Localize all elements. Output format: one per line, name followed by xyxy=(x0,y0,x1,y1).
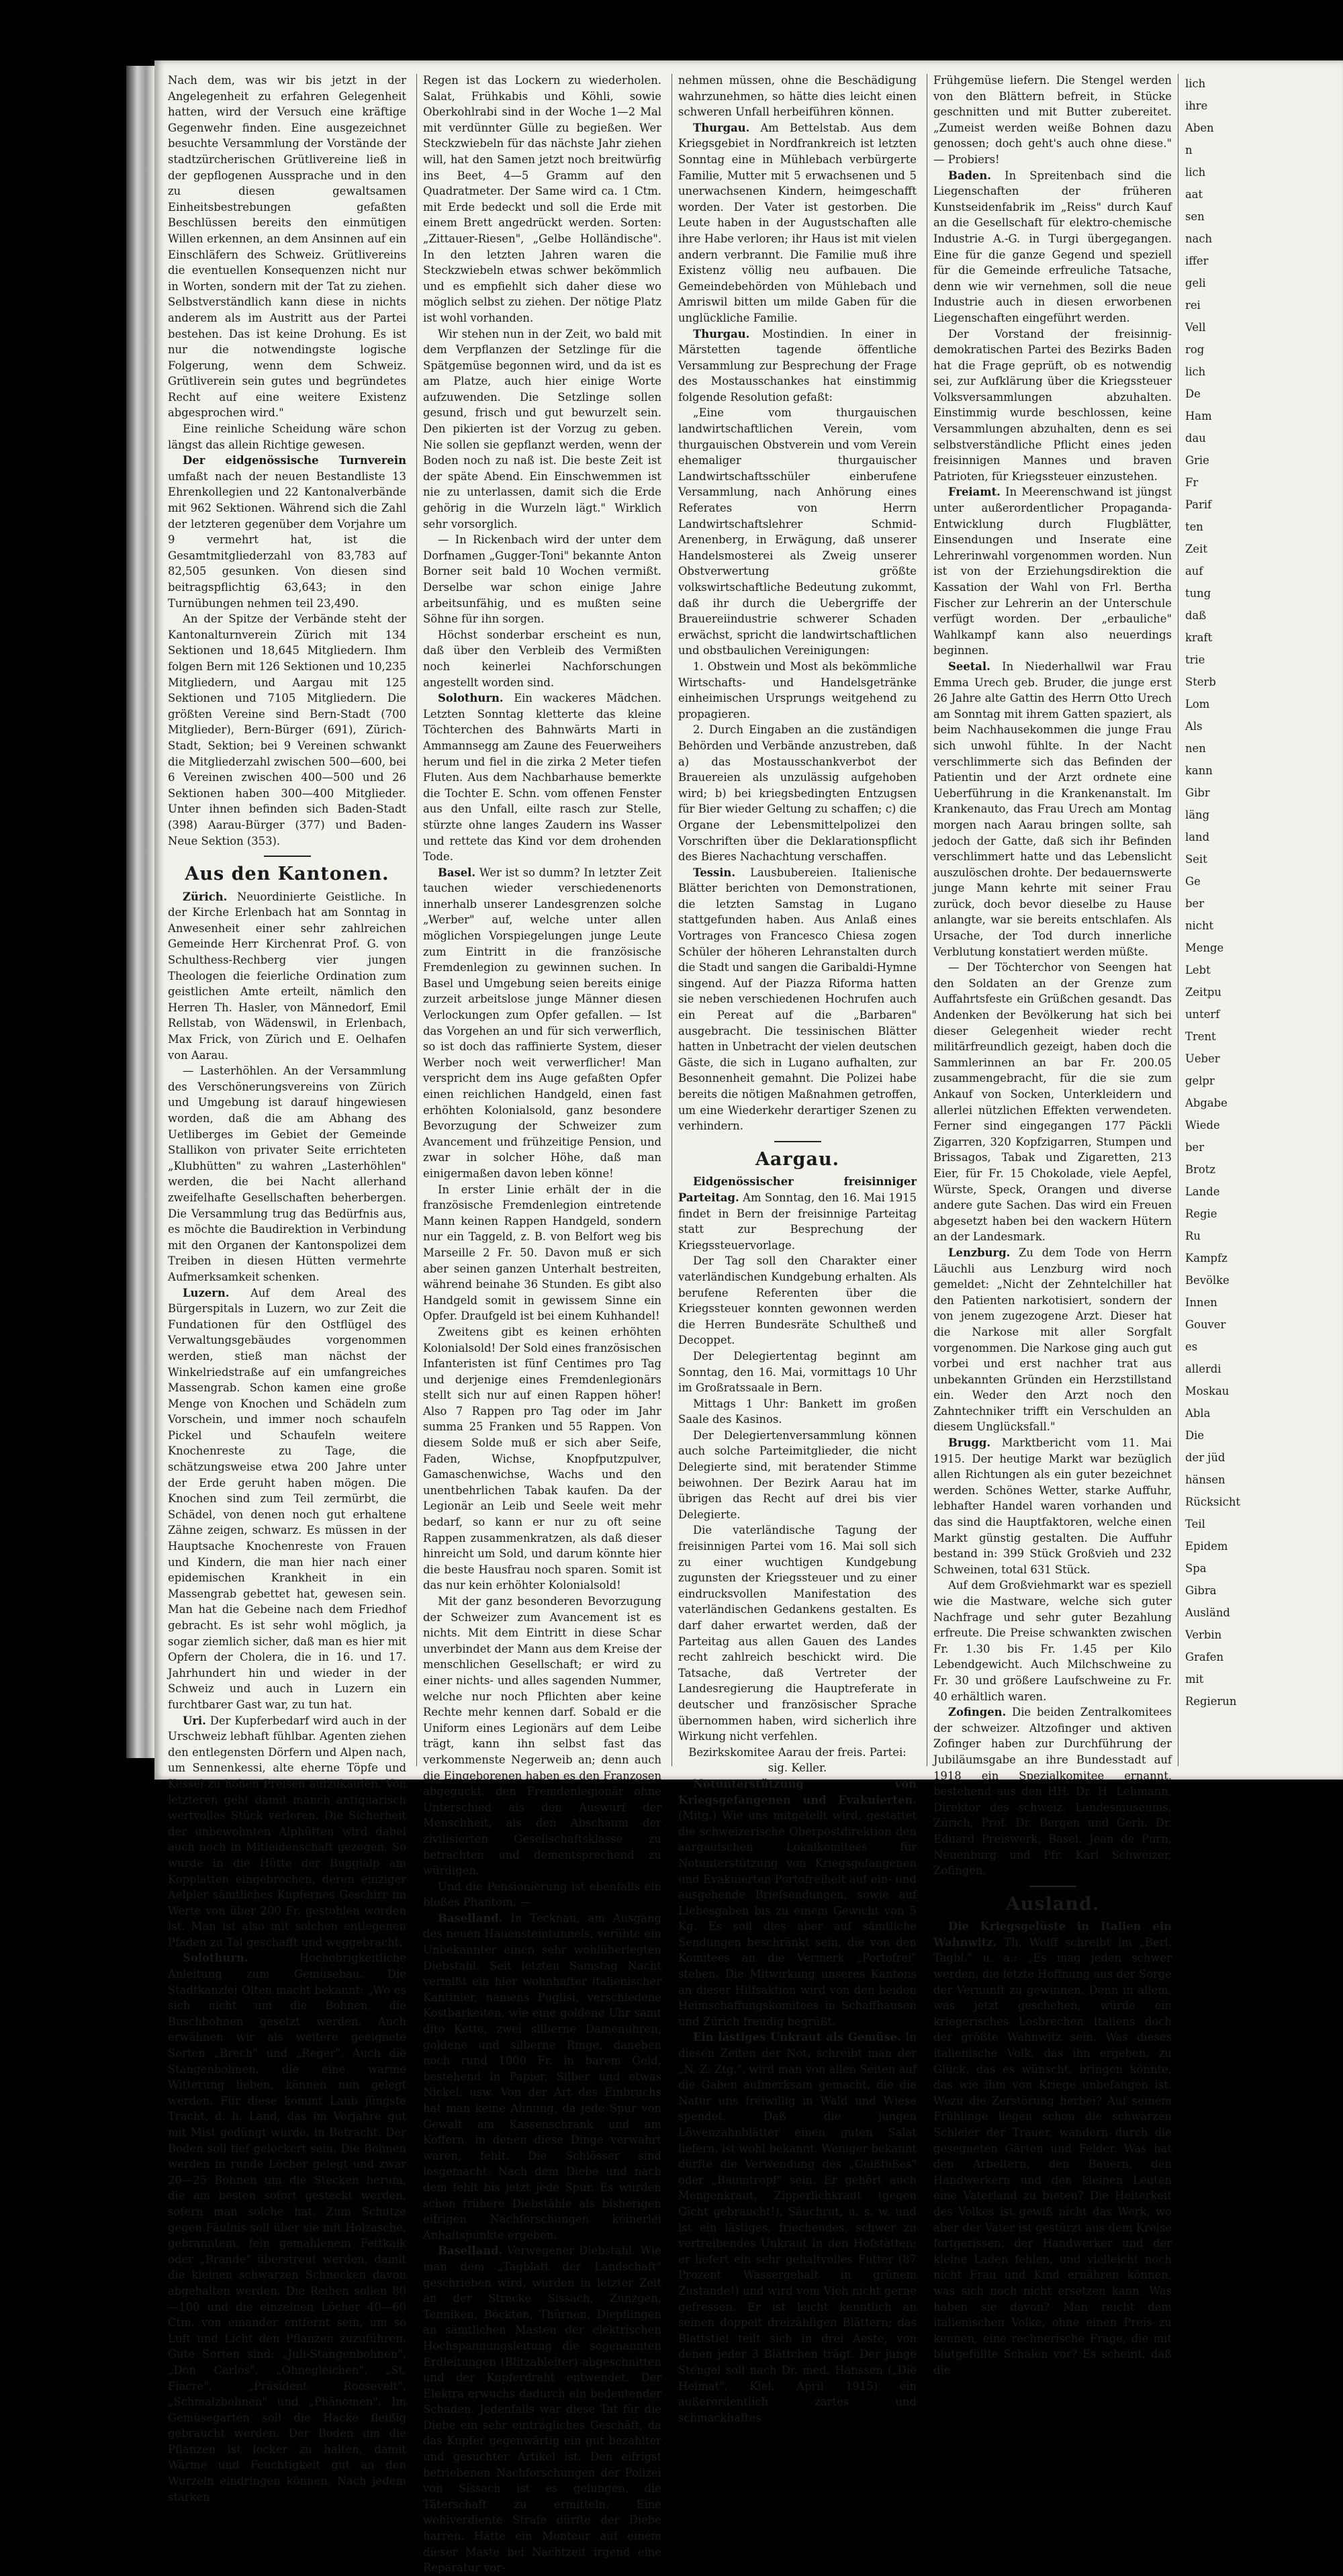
article-text: Auf dem Areal des Bürgerspitals in Luzern, wo zur Zeit die Fundationen für den Ostflügel des Verwaltungsgebäudes vorgenommen werden, stieß man nächst der Winkelriedstraße auf ein umfangreiches Massengrab. Schon kamen eine große Menge von Knochen und Schädeln zum Vorschein, und immer noch schaufeln Pickel und Schaufeln weitere Knochenreste zu Tage, die schätzungsweise etwa 200 Jahre unter der Erde geruht haben mögen. Die Knochen sind zum Teil zermürbt, die Schädel, von denen noch gut erhaltene Zähne zeigen, schwarz. Es müssen in der Hauptsache Knochenreste von Frauen und Kindern, die man hier nach einer epidemischen Krankheit in ein Massengrab gebettet hat, gewesen sein. Man hat die Gebeine nach dem Friedhof gebracht. Es ist sehr wohl möglich, ja sogar ziemlich sicher, daß man es hier mit Opfern der Cholera, die in 16. und 17. Jahrhundert hin und wieder in der Schweiz und auch in Luzern ein furchtbarer Gast war, zu tun hat. xyxy=(168,1286,406,1711)
article-lead: Notunterstützung von Kriegsgefangenen und Evakuierten. xyxy=(678,1777,917,1806)
article-paragraph xyxy=(678,722,917,864)
column-divider xyxy=(416,74,417,1766)
article-text: 1. Obstwein und Most als bekömmliche Wirtschafts- und Handelsgetränke einheimischen Ursprungs weitgehend zu propagieren. xyxy=(678,659,917,721)
edge-fragment: Moskau xyxy=(1185,1385,1230,1397)
edge-fragment: mit xyxy=(1185,1673,1204,1686)
article-paragraph xyxy=(933,1245,1172,1435)
edge-fragment: Bevölke xyxy=(1185,1274,1230,1287)
article-paragraph xyxy=(423,1324,661,1594)
article-lead: Lenzburg. xyxy=(948,1246,1011,1259)
article-text: Der Kupferbedarf wird auch in der Urschweiz lebhaft fühlbar. Agenten ziehen den entlegensten Dörfern und Alpen nach, um Sennenkessi, alte eherne Töpfe und Kessel zu hohen Preisen aufzukaufen. Von letzteren geht damit manch antiquarisch wertvolles Stück verloren. Die Sicherheit der unbewohnten Alphütten wird dabei auch noch in Mitleidenschaft gezogen. So wurde in die Hütte der Buggialp am Kopplatten eingebrochen, deren einziger Aelpler sämtliches Kupfernes Geschirr im Werte von über 200 Fr. gestohlen worden ist. Man ist also mit solchen entlegenen Pfaden zu Tal geschafft und weggebracht. xyxy=(168,1714,406,1949)
article-paragraph xyxy=(168,1285,406,1713)
article-text: Und die Pensionierung ist ebenfalls ein bloßes Phantom. — xyxy=(423,1880,661,1909)
edge-fragment: Verbin xyxy=(1185,1628,1222,1641)
article-text: Auf dem Großviehmarkt war es speziell wie die Mastware, welche sich guter Nachfrage und sehr guter Bezahlung erfreute. Die Preise schwankten zwischen Fr. 1.30 bis Fr. 1.45 per Kilo Lebendgewicht. Auch Milchschweine zu Fr. 30 und größere Laufschweine zu Fr. 40 erhältlich waren. xyxy=(933,1579,1172,1703)
article-lead: Zofingen. xyxy=(948,1706,1007,1719)
article-text: In Spreitenbach sind die Liegenschaften der früheren Kunstseidenfabrik im „Reiss" durch Kauf an die Gesellschaft für elektro-chemische Industrie A.-G. in Turgi übergegangen. Eine für die ganze Gegend und speziell für die Gemeinde erfreuliche Tatsache, denn wie wir vernehmen, soll die neue Industrie auch in diesen erworbenen Liegenschaften eingeführt werden. xyxy=(933,169,1172,324)
article-paragraph xyxy=(168,421,406,453)
article-text: In Meerenschwand ist jüngst unter außerordentlicher Propaganda-Entwicklung durch Flugblätter, Einsendungen und Inserate eine Lehrerinwahl vorgenommen worden. Nun ist von der Erziehungsdirektion die Kassation der Wahl von Frl. Bertha Fischer zur Lehrerin an der Unterschule verfügt worden. Der „erbauliche" Wahlkampf kann also neuerdings beginnen. xyxy=(933,486,1172,657)
article-paragraph xyxy=(423,690,661,865)
edge-fragment: Ru xyxy=(1185,1230,1201,1242)
article-lead: Thurgau. xyxy=(693,121,750,134)
edge-fragment: Abgabe xyxy=(1185,1097,1228,1109)
edge-fragment: hänsen xyxy=(1185,1473,1225,1486)
article-text: Frühgemüse liefern. Die Stengel werden von den Blättern befreit, in Stücke geschnitten und mit Butter zubereitet. „Zumeist werden weiße Bohnen dazu genossen; doch geht's auch ohne diese." — Probiers! xyxy=(933,74,1172,166)
article-text: Am Bettelstab. Aus dem Kriegsgebiet in Nordfrankreich ist letzten Sonntag eine in Mühlebach verbürgerte Familie, Mutter mit 5 erwachsenen und 5 unerwachsenen Kindern, heimgeschafft worden. Der Vater ist gestorben. Die Leute haben in der Augustschaften alle ihre Habe verloren; ihr Haus ist mit vielen andern verbrannt. Die Familie muß ihre Existenz völlig neu aufbauen. Die Gemeindebehörden von Mühlebach und Amriswil bitten um milde Gaben für die unglückliche Familie. xyxy=(678,121,917,324)
edge-fragment: n xyxy=(1185,144,1193,156)
article-text: Die vaterländische Tagung der freisinnigen Partei vom 16. Mai soll sich zu einer wuchtigen Kundgebung zugunsten der Kriegssteuer und zu einer eindrucksvollen Manifestation des vaterländischen Gedankens gestalten. Es darf daher erwartet werden, daß der Parteitag aus allen Gauen des Landes recht zahlreich beschickt wird. Die Tatsache, daß Vertreter der Landesregierung die Hauptreferate in deutscher und französischer Sprache übernommen haben, wird sicherlich ihre Wirkung nicht verfehlen. xyxy=(678,1524,917,1743)
edge-fragment: Grie xyxy=(1185,454,1209,467)
article-text: Mittags 1 Uhr: Bankett im großen Saale des Kasinos. xyxy=(678,1397,917,1426)
edge-fragment: nicht xyxy=(1185,919,1214,932)
article-paragraph xyxy=(933,659,1172,960)
article-text: Bezirkskomitee Aarau der freis. Partei: xyxy=(688,1745,907,1759)
section-heading: Ausland. xyxy=(1005,1893,1100,1915)
article-text: (Mitg.) Wie uns mitgeteilt wird, gestattet die schweizerische Oberpostdirektion den aargauischen Lokalkomitees für Notunterstützung von Kriegsgefangenen und Evakuierten Portofreiheit auf ein- und ausgehende Briefsendungen, sowie auf Liebesgaben bis zu einem Gewicht von 5 Kg. Es soll dies aber auf sämtliche Sendungen beschränkt sein, die von den Komitees an die Vermerk „Portofrei" stehen. Die Mitwirkung unseres Kantons an dieser Hilfsaktion wird von den beiden Heimschaffungskomitees in Schaffhausen und Zürich freudig begrüßt. xyxy=(678,1809,917,2028)
edge-fragment: kraft xyxy=(1185,631,1213,644)
edge-fragment: Seit xyxy=(1185,853,1207,866)
edge-fragment: Spa xyxy=(1185,1562,1207,1575)
article-lead: Uri. xyxy=(183,1714,206,1727)
right-page-edge-column xyxy=(1185,73,1240,1712)
edge-fragment: land xyxy=(1185,831,1210,843)
edge-fragment: Ham xyxy=(1185,410,1212,422)
article-text: Der Delegiertentag beginnt am Sonntag, den 16. Mai, vormittags 10 Uhr im Großratssaale in Bern. xyxy=(678,1349,917,1395)
article-lead: Eidgenössischer freisinniger Parteitag. xyxy=(678,1175,917,1204)
article-paragraph xyxy=(168,1063,406,1285)
edge-fragment: Zeit xyxy=(1185,543,1207,555)
edge-fragment: iffer xyxy=(1185,255,1209,267)
article-text: In Niederhallwil war Frau Emma Urech geb. Bruder, die junge erst 26 Jahre alte Gattin des Herrn Otto Urech am Sonntag mit ihrem Gatten spaziert, als beim Nachhausekommen die junge Frau sich unwohl fühlte. In der Nacht verschlimmerte sich das Befinden der Patientin und der Arzt ordnete eine Ueberführung in die Krankenanstalt. Im Krankenauto, das Frau Urech am Montag morgen nach Aarau bringen sollte, sah jedoch der Gatte, daß sich ihr Befinden verschlimmert hatte und das Lebenslicht auszulöschen drohte. Der bedauernswerte junge Mann kehrte mit seiner Frau zurück, doch bevor dieselbe zu Hause anlangte, war sie bereits entschlafen. Als Ursache, der Tod durch innerliche Verblutung konstatiert werden müßte. xyxy=(933,659,1172,958)
edge-fragment: lich xyxy=(1185,77,1206,90)
article-lead: Zürich. xyxy=(183,890,228,903)
article-lead: Tessin. xyxy=(693,866,736,879)
article-text: Neuordinierte Geistliche. In der Kirche Erlenbach hat am Sonntag in Anwesenheit einer sehr zahlreichen Gemeinde Herr Kirchenrat Prof. G. von Schulthess-Rechberg vier jungen Theologen die feierliche Ordination zum geistlichen Amte erteilt, nämlich den Herren Th. Hasler, von Männedorf, Emil Rellstab, von Wädenswil, in Erlenbach, Max Frick, von Zürich und E. Oelhafen von Aarau. xyxy=(168,890,406,1062)
edge-fragment: Ueber xyxy=(1185,1052,1220,1065)
article-paragraph xyxy=(678,2029,917,2426)
edge-fragment: kann xyxy=(1185,764,1213,777)
article-text: Hochobrigkeitliche Anleitung zum Gemüsebau. Die Stadtkanzlei Olten macht bekannt: „Wo es sich nicht um die Bohnen, die Buschbohnen gesetzt werden. Auch erwähnen wir als weitere geeignete Sorten „Brech" und „Reger". Auch die Stangenbohnen, die eine warme Witterung lieben, können nun gelegt werden. Für diese kommt Laub jüngste Tracht, d. h. Land, das im Vorjahre gut mit Mist gedüngt wurde, in Betracht. Der Boden soll tief gelockert sein. Die Bohnen werden in runde Löcher gelegt und zwar 20—25 Bohnen um die Stecken herum, die am besten sofort gesteckt werden, sofern man solche hat. Zum Schutze gegen Fäulnis soll über sie mit Holzasche, gebranntem, fein gemahlenem Fettkalk oder „Brande" überstreut werden, damit die kleinen schwarzen Schnecken davon abgehalten werden. Die Reihen sollen 80—100 und die einzelnen Löcher 40—60 Ctm. von einander entfernt sein, um so Luft und Licht den Pflanzen zuzuführen. Gute Sorten sind: „Juli-Stangenbohnen", „Don Carlos", „Ohnegleichen", „St. Fiacre", „Präsident Roosevelt", „Schmalzbohnen" und „Phänomen". Im Gemüsegarten soll die Hacke fleißig gebraucht werden. Der Boden um die Pflanzen ist locker zu halten, damit Wärme und Feuchtigkeit gut an den Wurzeln eindringen können. Nach jedem starken xyxy=(168,1951,406,2503)
edge-fragment: Kampfz xyxy=(1185,1252,1228,1264)
edge-fragment: allerdi xyxy=(1185,1363,1221,1375)
edge-fragment: auf xyxy=(1185,565,1203,578)
page-stack-edge xyxy=(126,66,154,1758)
article-paragraph xyxy=(423,532,661,627)
edge-fragment: Menge xyxy=(1185,941,1224,954)
edge-fragment: rei xyxy=(1185,299,1201,312)
article-text: — Der Töchterchor von Seengen hat den Soldaten an der Grenze zum Auffahrtsfeste ein Grüßchen gesandt. Das Andenken der Bevölkerung hat sich bei dieser Gelegenheit wieder recht militärfreundlich gezeigt, haben doch die Sammlerinnen an bar Fr. 200.05 zusammengebracht, für die sie zum Ankauf von Socken, Unterkleidern und allerlei nützlichen Effekten verwendeten. Ferner sind eingegangen 177 Päckli Zigarren, 320 Kopfzigarren, Stumpen und Brissagos, Tabak und Zigaretten, 213 Eier, für Fr. 15 Chokolade, viele Aepfel, Würste, Speck, Orangen und diverse andere gute Sachen. Das wird ein Freuen abgesetzt haben bei den wackern Hütern an der Landesmark. xyxy=(933,961,1172,1244)
edge-fragment: Gibra xyxy=(1185,1584,1217,1597)
article-paragraph xyxy=(168,889,406,1064)
edge-fragment: Rücksicht xyxy=(1185,1496,1240,1508)
article-paragraph xyxy=(168,73,406,421)
article-text: Regen ist das Lockern zu wiederholen. Salat, Frühkabis und Köhli, sowie Oberkohlrabi sind in der Woche 1—2 Mal mit verdünnter Gülle zu begießen. Wer Steckzwiebeln für das nächste Jahr ziehen will, hat den Samen jetzt noch breitwürfig ins Beet, 4—5 Gramm auf den Quadratmeter. Der Same wird ca. 1 Ctm. mit Erde bedeckt und soll die Erde mit einem Brett angedrückt werden. Sorten: „Zittauer-Riesen", „Gelbe Holländische". In den letzten Jahren waren die Steckzwiebeln etwas schwer bekömmlich und es empfiehlt sich daher diese wo möglich selbst zu ziehen. Der nötige Platz ist wohl vorhanden. xyxy=(423,74,661,324)
edge-fragment: Trent xyxy=(1185,1030,1216,1043)
article-paragraph xyxy=(678,1760,917,1776)
edge-fragment: dau xyxy=(1185,432,1206,445)
edge-fragment: Teil xyxy=(1185,1518,1205,1530)
edge-fragment: Abla xyxy=(1185,1407,1211,1420)
article-paragraph xyxy=(933,484,1172,659)
article-text: umfaßt nach der neuen Bestandliste 13 Ehrenkollegien und 22 Kantonalverbände mit 962 Sektionen. Während sich die Zahl der letzteren gegenüber dem Vorjahre um 9 vermehrt hat, ist die Gesamtmitgliederzahl von 83,783 auf 82,505 gesunken. Von diesen sind beitragspflichtig 63,643; in den Turnübungen nehmen teil 23,490. xyxy=(168,469,406,610)
edge-fragment: Grafen xyxy=(1185,1651,1224,1663)
edge-fragment: geli xyxy=(1185,277,1206,289)
section-rule xyxy=(264,856,311,857)
article-paragraph xyxy=(933,1577,1172,1704)
edge-fragment: Die xyxy=(1185,1429,1205,1442)
article-paragraph xyxy=(933,1704,1172,1879)
article-text: Lausbubereien. Italienische Blätter berichten von Demonstrationen, die letzten Samstag in Lugano stattgefunden haben. Aus Anlaß eines Vortrages von Francesco Chiesa zogen Schüler der höheren Lehranstalten durch die Stadt und sangen die Garibaldi-Hymne singend. Auf der Piazza Riforma hatten sie neben verschiedenen Hochrufen auch ein Pereat auf die „Barbaren" ausgebracht. Die tessinischen Blätter hatten in Unbetracht der vielen deutschen Gäste, die sich in Lugano aufhalten, zur Besonnenheit gemahnt. Die Polizei habe bereits die nötigen Maßnahmen getroffen, um eine Wiederkehr derartiger Szenen zu verhindern. xyxy=(678,866,917,1133)
article-paragraph xyxy=(933,326,1172,485)
edge-fragment: sen xyxy=(1185,210,1205,223)
article-paragraph xyxy=(678,405,917,659)
edge-fragment: aat xyxy=(1185,188,1203,201)
edge-fragment: ber xyxy=(1185,897,1205,910)
article-paragraph xyxy=(678,865,917,1134)
edge-fragment: Lande xyxy=(1185,1185,1220,1198)
article-text: Wer ist so dumm? In letzter Zeit tauchen wieder verschiedenenorts innerhalb unserer Landesgrenzen solche „Werber" auf, welche unter allen möglichen Vorspiegelungen junge Leute zum Eintritt in die französische Fremdenlegion zu gewinnen suchen. In Basel und Umgebung seien bereits einige zurzeit arbeitslose junge Männer diesen Verlockungen zum Opfer gefallen. — Ist das Vorgehen an und für sich verwerflich, so ist doch das raffinierte System, dieser Werber noch weit verwerflicher! Man verspricht dem ins Auge gefaßten Opfer einen reichlichen Handgeld, einen fast erhöhten Kolonialsold, ganz besondere Bevorzugung der Schweizer zum Avancement und frühzeitige Pension, und zwar in solcher Höhe, daß man einigermaßen davon leben könne! xyxy=(423,866,661,1180)
article-paragraph xyxy=(168,1950,406,2505)
article-paragraph xyxy=(678,1428,917,1523)
article-paragraph xyxy=(168,453,406,611)
article-text: — Lasterhöhlen. An der Versammlung des Verschönerungsvereins von Zürich und Umgebung ist darauf hingewiesen worden, daß die am Abhang des Uetliberges im Gebiet der Gemeinde Stallikon von privater Seite errichteten „Klubhütten" zu wahren „Lasterhöhlen" werden, die bei Nacht allerhand zweifelhafte Gesellschaften beherbergen. Die Versammlung trug das Bedürfnis aus, es möchte die Baudirektion in Verbindung mit den Organen der Kantonspolizei dem Treiben in diesen Hütten vermehrte Aufmerksamkeit schenken. xyxy=(168,1064,406,1283)
article-text: Der Tag soll den Charakter einer vaterländischen Kundgebung erhalten. Als berufene Referenten über die Kriegssteuer konnten gewonnen werden die Herren Bundesräte Schultheß und Decoppet. xyxy=(678,1254,917,1347)
edge-fragment: es xyxy=(1185,1340,1198,1353)
article-text: Der Delegiertenversammlung können auch solche Parteimitglieder, die nicht Delegierte sind, mit beratender Stimme beiwohnen. Der Bezirk Aarau hat im übrigen das Recht auf drei bis vier Delegierte. xyxy=(678,1428,917,1521)
column-3 xyxy=(678,73,917,2424)
edge-fragment: Lom xyxy=(1185,698,1210,710)
edge-fragment: Zeitpu xyxy=(1185,986,1221,999)
article-text: Marktbericht vom 11. Mai 1915. Der heutige Markt war bezüglich allen Richtungen als ein guter bezeichnet werden. Schönes Wetter, starke Auffuhr, lebhafter Handel waren vorhanden und das sind die Hauptfaktoren, welche einen Markt günstig gestalten. Die Auffuhr bestand in: 399 Stück Großvieh und 232 Schweinen, total 631 Stück. xyxy=(933,1436,1172,1576)
edge-fragment: Als xyxy=(1185,720,1203,733)
article-text: Am Sonntag, den 16. Mai 1915 findet in Bern der freisinnige Parteitag statt zur Besprechung der Kriegssteuervorlage. xyxy=(678,1191,917,1252)
article-text: In Tecknau, am Ausgang des neuen Hauensteintunnels, verübte ein Unbekannter einen sehr wohlüberlegten Diebstahl. Seit letzten Samstag Nacht vermißt ein hier wohnhafter italienischer Kantinier, namens Puglisi, verschiedene Kostbarkeiten, wie eine goldene Uhr samt dito Kette, zwei silberne Damenuhren, goldene und silberne Ringe, daneben noch rund 1000 Fr. in barem Geld, bestehend in Papier, Silber und etwas Nickel, usw. Von der Art des Einbruchs hat man keine Ahnung, da jede Spur von Gewalt am Kassenschrank und am Koffern, in denen diese Dinge verwahrt waren, fehlt. Die Schlösser sind losgemacht. Nach dem Diebe und nach dem fehlt bis jetzt jede Spur. Es wurden schon frühere Diebstähle als bisherigen eifrigen Nachforschungen keinerlei Anhaltspunkte ergeben. xyxy=(423,1911,661,2242)
article-paragraph xyxy=(423,326,661,533)
edge-fragment: rog xyxy=(1185,343,1205,356)
article-paragraph xyxy=(168,611,406,849)
edge-fragment: Gibr xyxy=(1185,786,1210,799)
article-text: Zu dem Tode von Herrn Läuchli aus Lenzburg wird noch gemeldet: „Nicht der Zehntelchiller hat den Patienten narkotisiert, sondern der von jenem zugezogene Arzt. Dieser hat die Narkose mit aller Sorgfalt vorgenommen. Die Narkose ging auch gut vorbei und erst nachher trat aus unbekannten Gründen ein Herzstillstand ein. Weder den Arzt noch den Zahntechniker trifft ein Verschulden an diesem Unglücksfall." xyxy=(933,1246,1172,1434)
article-paragraph xyxy=(678,1348,917,1396)
edge-fragment: Wiede xyxy=(1185,1119,1220,1132)
article-text: „Eine vom thurgauischen landwirtschaftlichen Verein, vom thurgauischen Obstverein und vom Verein ehemaliger thurgauischer Landwirtschaftsschüler einberufene Versammlung, nach Anhörung eines Referates von Herrn Landwirtschaftslehrer Schmid-Arenenberg, in Erwägung, daß unserer Handelsmosterei als Zweig unserer Obstverwertung größte volkswirtschaftliche Bedeutung zukommt, daß ihr durch die Uebergriffe der Brauereiindustrie schwerer Schaden erwächst, spricht die landwirtschaftlichen und obstbaulichen Vereinigungen: xyxy=(678,406,917,657)
article-text: Th. Wolff schreibt im „Berl. Tagbl." u. a.: „Es mag jeden schwer werden, die letzte Hoffnung aus der Sorge der Vernunft zu gewinnen. Denn in allem, was jetzt geschehen, würde ein kriegerisches Losbrechen Italiens doch der größte Wahnwitz sein. Was dieses italienische Volk, das ihn ergeben, zu Glück, das es wünscht, bringen könnte, das wie ihm von Kriege unbefangen ist. Wozu die Zerstörung herbei? Auf seinem Frühlinge liegen schon die schwarzen Schleier der Trauer, wandern durch die gesegneten Gärten und Felder. Was hat den Arbeitern, den Bauern, den Handwerkern und den kleinen Leuten eine Vaterland zu bieten? Die Heiterkeit des Volkes ist gewiß nicht das Werk, wo aber der Vater ist gestürzt aus dem Kreise fortgerissen, der Handwerker und der kleine Laden fehlen, und vielleicht noch nicht Frau und Kind ernähren können, was sich noch nicht ersetzen kann. Was haben sie davon? Man reicht dem italienischen Volke, ohne einen Preis zu kennen, eine rechnerische Frage, die mit blutgefüllte Schalen vor? Es scheint, daß die xyxy=(933,1935,1172,2377)
column-1 xyxy=(168,73,406,2503)
article-paragraph xyxy=(678,1745,917,1761)
article-text: Mostindien. In einer in Märstetten tagende öffentliche Versammlung zur Besprechung der Frage des Mostausschankes hat einstimmig folgende Resolution gefaßt: xyxy=(678,327,917,404)
edge-fragment: Regie xyxy=(1185,1207,1217,1220)
edge-fragment: nach xyxy=(1185,232,1213,245)
newspaper-page xyxy=(154,60,1343,2575)
edge-fragment: daß xyxy=(1185,609,1207,622)
edge-fragment: trie xyxy=(1185,653,1205,666)
article-lead: Solothurn. xyxy=(183,1951,248,1965)
article-paragraph xyxy=(423,73,661,326)
article-lead: Der eidgenössische Turnverein xyxy=(183,454,406,467)
article-paragraph xyxy=(678,1776,917,2030)
article-lead: Basel. xyxy=(438,866,476,879)
article-text: An der Spitze der Verbände steht der Kantonalturnverein Zürich mit 134 Sektionen und 18,645 Mitgliedern. Ihm folgen Bern mit 126 Sektionen und 10,235 Mitgliedern, und Aargau mit 125 Sektionen und 7105 Mitgliedern. Die größten Vereine sind Bern-Stadt (700 Mitglieder), Bern-Bürger (691), Zürich-Stadt, Sektion; bei 9 Vereinen schwankt die Mitgliederzahl zwischen 500—600, bei 6 Vereinen zwischen 400—500 und 26 Sektionen haben 300—400 Mitglieder. Unter ihnen befinden sich Baden-Stadt (398) Aarau-Bürger (377) und Baden-Neue Sektion (353). xyxy=(168,612,406,847)
edge-fragment: Brotz xyxy=(1185,1163,1215,1176)
article-text: In diesen Zeiten der Not, schreibt man der „N. Z. Ztg.", wird man von allen Seiten auf die Gaben aufmerksam gemacht, die die Natur uns freiwillig in Wald und Wiese spendet. Daß die jungen Löwenzahnblätter einen guten Salat liefern, ist wohl bekannt. Weniger bekannt dürfte die Verwendung des „Geißfußes" oder „Baumtropf" sein. Er gehört auch Mengenkraut, Zipperlichkraut (gegen Gicht gebraucht!), Säuchrut, u. s. w. und ist ein lästiges, friechendes, schwer zu vertreibendes Unkraut in den Hofstätten; er liefert ein sehr gehaltvolles Futter (87 Prozent Wassergehalt in grünem Zustande!) und wird vom Vieh nicht gerne gefressen. Er ist leicht kenntlich an seinen doppelt dreizähligen Blättern; das Blattstiel teilt sich in drei Aeste, von denen jeder 3 Blättchen trägt. Der junge Stengel soll nach Dr. med. Hanssen („Die Heimat", Kiel, April 1915) ein außerordentlich zartes und schmackhaftes xyxy=(678,2031,917,2424)
article-lead: Freiamt. xyxy=(948,486,1001,499)
edge-fragment: Ge xyxy=(1185,875,1201,888)
article-text: In erster Linie erhält der in die französische Fremdenlegion eintretende Mann keinen Rappen Handgeld, sondern nur ein Taggeld, z. B. von Belfort weg bis Marseille 2 Fr. 50. Davon muß er sich aber seinen ganzen Unterhalt bestreiten, während beinahe 36 Stunden. Es gibt also Handgeld somit in gewissem Sinne ein Opfer. Draufgeld ist bei einem Kuhhandel! xyxy=(423,1183,661,1323)
article-lead: Ein lästiges Unkraut als Gemüse. xyxy=(693,2031,901,2044)
edge-fragment: Sterb xyxy=(1185,676,1216,688)
edge-fragment: De xyxy=(1185,387,1201,400)
article-paragraph xyxy=(933,168,1172,326)
article-text: Nach dem, was wir bis jetzt in der Angelegenheit zu erfahren Gelegenheit hatten, wird der Versuch eine kräftige Gegenwehr finden. Eine ausgezeichnet besuchte Versammlung der Vorstände der stadtzürcherischen Grütlivereine ließ in der gepflogenen Aussprache und in den zu diesen gewaltsamen Einheitsbestrebungen gefaßten Beschlüssen bereits den einmütigen Willen erkennen, an dem Ansinnen auf ein Einschläfern des Schweiz. Grütlivereins die eventuellen Konsequenzen nicht nur in Worten, sondern mit der Tat zu ziehen. Selbstverständlich kann diese in nichts anderem als im Austritt aus der Partei bestehen. Das ist keine Drohung. Es ist nur die notwendingste logische Folgerung, wenn dem Schweiz. Grütliverein sein gutes und begründetes Recht auf eine weitere Existenz abgesprochen wird." xyxy=(168,74,406,420)
article-paragraph xyxy=(678,1522,917,1744)
article-text: Der Vorstand der freisinnig-demokratischen Partei des Bezirks Baden hat die Frage geprüft, ob es notwendig sei, zur Aufklärung über die Kriegssteuer Volksversammlungen abzuhalten. Einstimmig wurde beschlossen, keine Versammlungen abzuhalten, denn es sei selbstverständliche Pflicht eines jeden freisinnigen Mannes und braven Patrioten, für Kriegssteuer einzustehen. xyxy=(933,327,1172,483)
article-text: Eine reinliche Scheidung wäre schon längst das allein Richtige gewesen. xyxy=(168,422,406,451)
article-text: 2. Durch Eingaben an die zuständigen Behörden und Verbände anzustreben, daß a) das Mostausschankverbot der Brauereien als unzulässig aufgehoben wird; b) bei kriegsbedingten Entzugsen für Bier wieder Geltung zu schaffen; c) die Organe der Lebensmittelpolizei den Vorschriften über die Deklarationspflicht des Bieres Nachachtung verschaffen. xyxy=(678,723,917,864)
article-paragraph xyxy=(423,1594,661,1879)
edge-fragment: lich xyxy=(1185,365,1206,378)
edge-fragment: unterf xyxy=(1185,1008,1220,1021)
article-paragraph xyxy=(423,1879,661,1911)
edge-fragment: der jüd xyxy=(1185,1451,1225,1464)
article-lead: Baselland. xyxy=(438,2244,503,2258)
section-heading: Aargau. xyxy=(755,1148,840,1170)
article-lead: Baden. xyxy=(948,169,991,182)
article-lead: Baselland. xyxy=(438,1911,503,1925)
article-text: sig. Keller. xyxy=(768,1761,827,1775)
article-paragraph xyxy=(678,120,917,326)
edge-fragment: ihre xyxy=(1185,99,1208,112)
edge-fragment: Epidem xyxy=(1185,1540,1228,1553)
edge-fragment: Lebt xyxy=(1185,964,1211,976)
article-paragraph xyxy=(423,627,661,690)
edge-fragment: ten xyxy=(1185,520,1203,533)
edge-fragment: Parif xyxy=(1185,498,1212,511)
edge-fragment: Ausländ xyxy=(1185,1606,1230,1619)
article-paragraph xyxy=(423,1182,661,1324)
article-text: — In Rickenbach wird der unter dem Dorfnamen „Gugger-Toni" bekannte Anton Borner seit bald 10 Wochen vermißt. Derselbe war schon einige Jahre arbeitsunfähig, und es mußten seine Söhne für ihn sorgen. xyxy=(423,533,661,626)
edge-fragment: Regierun xyxy=(1185,1695,1237,1708)
article-text: Höchst sonderbar erscheint es nun, daß über den Verbleib des Vermißten noch keinerlei Nachforschungen angestellt worden sind. xyxy=(423,628,661,689)
edge-fragment: Aben xyxy=(1185,122,1214,134)
section-rule xyxy=(774,1141,821,1142)
edge-fragment: gelpr xyxy=(1185,1074,1215,1087)
article-paragraph xyxy=(678,1253,917,1348)
article-text: Verwegener Diebstahl. Wie man dem „Tagblatt der Landschaft" geschrieben wird, wurden in letzter Zeit an der Strecke Sissach, Zunzgen, Tenniken, Böckten, Thürnen, Diepflingen an sämtlichen Masten der elektrischen Hochspannungsleitung die sogenannten Erdleitungen (Blitzableiter) abgeschnitten und der Kupferdraht entwendet. Der Elektra erwuchs dadurch ein bedeutender Schaden. Jedenfalls war diese Tat für die Diebe ein sehr einträgliches Geschäft, da das Kupfer gegenwärtig ein gut bezahlter und gesuchter Artikel ist. Den eifrigst betriebenen Nachforschungen der Polizei von Sissach ist es gelungen, die Täterschaft zu ermitteln. Eine wohlverdiente Strafe dürfte der Diebe harren. Hätte ein Monteur auf einem dieser Maste bei Nachtzeit irgend eine Reparatur vor- xyxy=(423,2244,661,2575)
article-lead: Thurgau. xyxy=(693,327,750,340)
column-2 xyxy=(423,73,661,2575)
article-paragraph xyxy=(423,1911,661,2243)
edge-fragment: Innen xyxy=(1185,1296,1217,1309)
edge-fragment: läng xyxy=(1185,809,1210,821)
edge-fragment: Gouver xyxy=(1185,1318,1226,1331)
article-paragraph xyxy=(933,73,1172,168)
section-rule xyxy=(1029,1886,1076,1887)
article-text: Mit der ganz besonderen Bevorzugung der Schweizer zum Avancement ist es nichts. Mit dem Eintritt in diese Schar unverbindet der Mann aus dem Kreise der menschlichen Gesellschaft; er wird zu einer nichts- und alles sagenden Nummer, welche nur noch Pflichten aber keine Rechte mehr kennen darf. Sobald er die Uniform eines Legionärs auf dem Leibe trägt, kann ihn selbst fast das verkommenste Negerweib an; denn auch die Eingeborenen haben es den Franzosen abgeguckt, den Fremdenlegionär ohne Unterschied als den Auswurf der Menschheit, als den Abschaum der zivilisierten Gesellschaftsklasse zu betrachten und dementsprechend zu würdigen. xyxy=(423,1595,661,1878)
article-paragraph xyxy=(423,865,661,1182)
edge-fragment: Vell xyxy=(1185,321,1206,334)
article-paragraph xyxy=(423,2243,661,2575)
article-paragraph xyxy=(933,1919,1172,2378)
edge-fragment: nen xyxy=(1185,742,1206,755)
article-paragraph xyxy=(168,1713,406,1951)
article-paragraph xyxy=(678,326,917,406)
article-paragraph xyxy=(678,1396,917,1428)
article-lead: Luzern. xyxy=(183,1286,230,1299)
section-heading: Aus den Kantonen. xyxy=(185,864,389,885)
edge-fragment: Fr xyxy=(1185,476,1199,489)
article-lead: Brugg. xyxy=(948,1436,991,1450)
article-paragraph xyxy=(933,960,1172,1245)
article-lead: Seetal. xyxy=(948,659,990,673)
article-text: Ein wackeres Mädchen. Letzten Sonntag kletterte das kleine Töchterchen des Bahnwärts Marti in Ammannsegg am Zaune des Feuerweihers herum und fiel in die zirka 2 Meter tiefen Fluten. Aus dem Nachbarhause bemerkte die Tochter E. Schn. vom offenen Fenster aus den Unfall, eilte rasch zur Stelle, stürzte ohne langes Zaudern ins Wasser und rettete das Kind vor dem drohenden Tode. xyxy=(423,692,661,864)
article-paragraph xyxy=(678,659,917,722)
article-paragraph xyxy=(933,1435,1172,1577)
edge-fragment: tung xyxy=(1185,587,1211,600)
edge-fragment: ber xyxy=(1185,1141,1205,1154)
article-lead: Die Kriegsgelüste in Italien ein Wahnwitz. xyxy=(933,1920,1172,1949)
article-text: Wir stehen nun in der Zeit, wo bald mit dem Verpflanzen der Setzlinge für die Spätgemüse begonnen wird, und da ist es am Platze, auch hier einige Worte aufzuwenden. Die Setzlinge sollen gesund, frisch und gut bewurzelt sein. Den pikierten ist der Vorzug zu geben. Nie sollen sie gepflanzt werden, wenn der Boden noch zu naß ist. Die beste Zeit ist der späte Abend. Ein Einschwemmen ist nie zu unterlassen, damit sich die Erde gehörig in die Wurzeln lägt." Wirklich sehr vorsorglich. xyxy=(423,327,661,531)
edge-fragment: lich xyxy=(1185,166,1206,179)
article-text: Die beiden Zentralkomitees der schweizer. Altzofinger und aktiven Zofinger haben zur Durchführung der Jubiläumsgabe an ihre Bundesstadt auf 1918 ein Spezialkomitee ernannt, bestehend aus den HH. Dr. H. Lehmann, Direktor des schweiz. Landesmuseums, Zürich, Prof. Dr. Bergen und Gerh. Dr. Eduard Preiswerk, Basel, Jean de Purn, Neuenburg und Pfr. Karl Schweizer, Zofingen. xyxy=(933,1706,1172,1878)
article-lead: Solothurn. xyxy=(438,692,504,705)
article-text: Zweitens gibt es keinen erhöhten Kolonialsold! Der Sold eines französischen Infanteristen ist fünf Centimes pro Tag und derjenige eines Fremdenlegionärs stellt sich nur auf einen Rappen höher! Also 7 Rappen pro Tag oder im Jahr summa 25 Franken und 55 Rappen. Von diesem Solde muß er sich aber Seife, Faden, Wichse, Knopfputzpulver, Gamaschenwichse, Wachs und den unentbehrlichen Tabak kaufen. Da der Legionär an Leib und Seele weit mehr bedarf, so kann er nur zu oft seine Rappen zusammenkratzen, als daß dieser hinreicht um Sold, und darum könnte hier die beste Hausfrau noch sparen. Somit ist das nur kein erhöhter Kolonialsold! xyxy=(423,1325,661,1592)
article-paragraph xyxy=(678,1174,917,1253)
article-text: nehmen müssen, ohne die Beschädigung wahrzunehmen, so hätte dies leicht einen schweren Unfall herbeiführen können. xyxy=(678,74,917,119)
column-4 xyxy=(933,73,1172,2377)
article-paragraph xyxy=(678,73,917,120)
